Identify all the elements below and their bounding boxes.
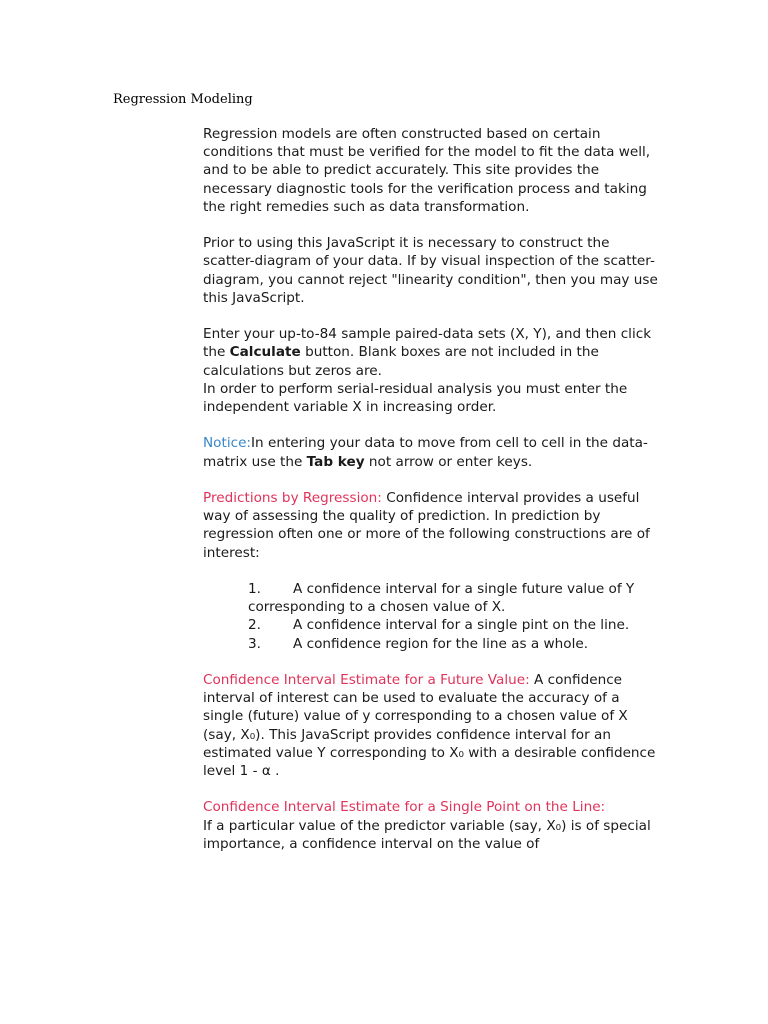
tab-key-term: Tab key (306, 453, 365, 470)
notice-label: Notice: (203, 435, 252, 452)
list-item-number: 2. (248, 617, 261, 634)
notice-text-a: In entering your data to move from cell to cell in the data-matrix use the (203, 435, 648, 470)
data-entry-text-a: Enter your up-to-84 sample paired-data sets (X, Y), and then click the (203, 326, 652, 361)
page-title: Regression Modeling (113, 92, 253, 107)
list-item (248, 635, 663, 653)
ci-point-paragraph (203, 798, 663, 853)
predictions-text: Confidence interval provides a useful way of assessing the quality of prediction. In prediction by regression often one or more of the following constructions are of interest: (203, 490, 650, 561)
document-body (203, 125, 663, 871)
list-item-number: 3. (248, 635, 261, 652)
notice-text-b: not arrow or enter keys. (364, 453, 533, 470)
list-item-text: A confidence interval for a single pint on the line. (293, 617, 630, 634)
predictions-paragraph (203, 489, 663, 562)
data-entry-text-b: button. Blank boxes are not included in the calculations but zeros are. (203, 344, 599, 379)
ci-point-text: If a particular value of the predictor variable (say, X₀) is of special importance, a confidence interval on the value of (203, 817, 651, 852)
calculate-term: Calculate (229, 344, 301, 361)
list-item (248, 580, 663, 616)
predictions-heading: Predictions by Regression: (203, 490, 382, 506)
ci-future-text: A confidence interval of interest can be used to evaluate the accuracy of a single (future) value of y corresponding to a chosen value of X (say, X₀). This JavaScript provides confidence interval for an estimated value Y corresponding to X₀ with a desirable confidence level 1 - α . (203, 672, 656, 780)
list-item (248, 616, 663, 634)
ci-future-paragraph (203, 671, 663, 780)
ci-point-heading: Confidence Interval Estimate for a Single Point on the Line: (203, 799, 606, 816)
constructions-list (203, 580, 663, 653)
list-item-text: A confidence region for the line as a whole. (293, 635, 589, 652)
serial-residual-text: In order to perform serial-residual analysis you must enter the independent variable X in increasing order. (203, 380, 628, 416)
prerequisite-paragraph: Prior to using this JavaScript it is necessary to construct the scatter-diagram of your data. If by visual inspection of the scatter-diagram, you cannot reject "linearity condition", then you may use this JavaScript. (203, 235, 658, 306)
list-item-number: 1. (248, 581, 261, 597)
data-entry-paragraph (203, 325, 663, 416)
notice-paragraph (203, 434, 663, 470)
ci-future-heading: Confidence Interval Estimate for a Future Value: (203, 672, 530, 688)
intro-paragraph: Regression models are often constructed based on certain conditions that must be verified for the model to fit the data well, and to be able to predict accurately. This site provides the necessary diagnostic tools for the verification process and taking the right remedies such as data transformation. (203, 126, 651, 215)
list-item-text: A confidence interval for a single future value of Y corresponding to a chosen value of X. (248, 581, 635, 616)
